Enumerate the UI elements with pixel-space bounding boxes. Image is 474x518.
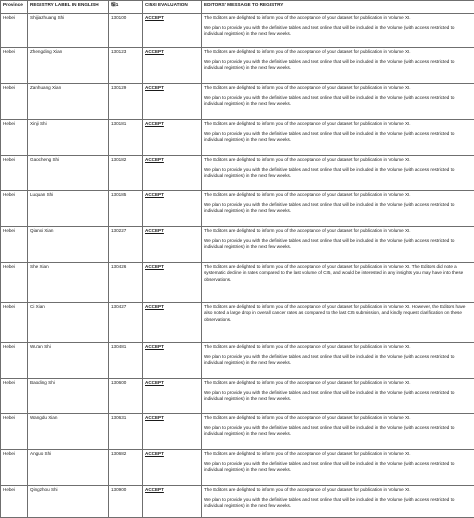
province-cell: Hebei	[1, 263, 28, 303]
evaluation-status: ACCEPT	[145, 157, 164, 162]
evaluation-status: ACCEPT	[145, 451, 164, 456]
code-cell: 130182	[109, 156, 143, 191]
message-paragraph-1: The Editors are delighted to inform you of the acceptance of your dataset for publication in Volume XI.	[204, 15, 472, 21]
header-registry-label: REGISTRY LABEL IN ENGLISH	[28, 1, 109, 14]
message-cell	[202, 263, 474, 303]
registry-label-cell: Anguo Shi	[28, 450, 109, 486]
message-paragraph-1: The Editors are delighted to inform you of the acceptance of your dataset for publication in Volume XI.	[204, 157, 472, 163]
message-cell	[202, 156, 474, 191]
registry-label-cell: Shijiazhuang Shi	[28, 14, 109, 48]
table-row	[1, 450, 474, 486]
message-paragraph-2: We plan to provide you with the definitive tables and text online that will be included in the Volume (with access restricted to individual registries) in the next few weeks.	[204, 59, 472, 72]
header-editors-message: EDITORS' MESSAGE TO REGISTRY	[202, 1, 474, 14]
message-paragraph-2: We plan to provide you with the definitive tables and text online that will be included in the Volume (with access restricted to individual registries) in the next few weeks.	[204, 131, 472, 144]
message-paragraph-1: The Editors are delighted to inform you of the acceptance of your dataset for publication in Volume XI.	[204, 415, 472, 421]
message-cell	[202, 343, 474, 379]
table-row	[1, 48, 474, 84]
message-paragraph-1: The Editors are delighted to inform you of the acceptance of your dataset for publication in Volume XI.	[204, 121, 472, 127]
message-paragraph-1: The Editors are delighted to inform you of the acceptance of your dataset for publication in Volume XI.	[204, 228, 472, 234]
registry-label-cell: Zanhuang Xian	[28, 84, 109, 120]
table-row	[1, 303, 474, 343]
registry-label-cell: Qingzhou Shi	[28, 486, 109, 518]
message-paragraph-1: The Editors are delighted to inform you of the acceptance of your dataset for publication in Volume XI.	[204, 451, 472, 457]
code-cell: 130227	[109, 227, 143, 263]
evaluation-status: ACCEPT	[145, 415, 164, 420]
province-cell: Hebei	[1, 48, 28, 84]
evaluation-status: ACCEPT	[145, 344, 164, 349]
code-cell: 130426	[109, 263, 143, 303]
code-cell: 130185	[109, 191, 143, 227]
code-cell: 130900	[109, 486, 143, 518]
table-row	[1, 191, 474, 227]
message-paragraph-1: The Editors are delighted to inform you of the acceptance of your dataset for publication in Volume XI.	[204, 192, 472, 198]
table-row	[1, 227, 474, 263]
message-paragraph-2: We plan to provide you with the definitive tables and text online that will be included in the Volume (with access restricted to individual registries) in the next few weeks.	[204, 354, 472, 367]
evaluation-cell	[143, 414, 202, 450]
message-paragraph-1: The Editors are delighted to inform you of the acceptance of your dataset for publication in Volume XI.	[204, 85, 472, 91]
evaluation-cell	[143, 379, 202, 414]
registry-label-cell: Ci Xian	[28, 303, 109, 343]
message-paragraph-2: We plan to provide you with the definitive tables and text online that will be included in the Volume (with access restricted to individual registries) in the next few weeks.	[204, 238, 472, 251]
evaluation-cell	[143, 191, 202, 227]
evaluation-cell	[143, 120, 202, 156]
evaluation-cell	[143, 303, 202, 343]
evaluation-status: ACCEPT	[145, 49, 164, 54]
message-cell	[202, 84, 474, 120]
evaluation-status: ACCEPT	[145, 85, 164, 90]
province-cell: Hebei	[1, 343, 28, 379]
evaluation-status: ACCEPT	[145, 380, 164, 385]
message-cell	[202, 379, 474, 414]
registry-label-cell: Qianxi Xian	[28, 227, 109, 263]
message-cell	[202, 191, 474, 227]
message-paragraph-1: The Editors are delighted to inform you of the acceptance of your dataset for publication in Volume XI.	[204, 487, 472, 493]
province-cell: Hebei	[1, 486, 28, 518]
evaluation-cell	[143, 263, 202, 303]
evaluation-cell	[143, 14, 202, 48]
registry-label-cell: Wangdu Xian	[28, 414, 109, 450]
registry-label-cell: Baoding Shi	[28, 379, 109, 414]
evaluation-status: ACCEPT	[145, 487, 164, 492]
province-cell: Hebei	[1, 227, 28, 263]
message-paragraph-2: We plan to provide you with the definitive tables and text online that will be included in the Volume (with access restricted to individual registries) in the next few weeks.	[204, 167, 472, 180]
message-paragraph-2: We plan to provide you with the definitive tables and text online that will be included in the Volume (with access restricted to individual registries) in the next few weeks.	[204, 25, 472, 38]
message-cell	[202, 414, 474, 450]
table-row	[1, 343, 474, 379]
message-cell	[202, 48, 474, 84]
evaluation-status: ACCEPT	[145, 304, 164, 309]
code-cell: 130181	[109, 120, 143, 156]
message-cell	[202, 14, 474, 48]
registry-label-cell: Gaocheng Shi	[28, 156, 109, 191]
registry-label-cell: Wu'an Shi	[28, 343, 109, 379]
province-cell: Hebei	[1, 414, 28, 450]
message-cell	[202, 227, 474, 263]
table-row	[1, 486, 474, 518]
message-cell	[202, 120, 474, 156]
evaluation-status: ACCEPT	[145, 15, 164, 20]
message-paragraph-2: We plan to provide you with the definitive tables and text online that will be included in the Volume (with access restricted to individual registries) in the next few weeks.	[204, 425, 472, 438]
table-row	[1, 263, 474, 303]
table-row	[1, 414, 474, 450]
registry-label-cell: Xinji Shi	[28, 120, 109, 156]
evaluation-status: ACCEPT	[145, 228, 164, 233]
evaluation-status: ACCEPT	[145, 121, 164, 126]
message-paragraph-2: We plan to provide you with the definitive tables and text online that will be included in the Volume (with access restricted to individual registries) in the next few weeks.	[204, 497, 472, 510]
code-cell: 130427	[109, 303, 143, 343]
registry-label-cell: She Xian	[28, 263, 109, 303]
message-paragraph-1: The Editors are delighted to inform you of the acceptance of your dataset for publication in Volume XI.	[204, 344, 472, 350]
province-cell: Hebei	[1, 84, 28, 120]
header-row	[1, 1, 474, 14]
message-cell	[202, 303, 474, 343]
message-paragraph-2: We plan to provide you with the definitive tables and text online that will be included in the Volume (with access restricted to individual registries) in the next few weeks.	[204, 95, 472, 108]
province-cell: Hebei	[1, 120, 28, 156]
evaluation-cell	[143, 343, 202, 379]
message-paragraph-1: The Editors are delighted to inform you of the acceptance of your dataset for publication in Volume XI.	[204, 49, 472, 55]
evaluation-cell	[143, 486, 202, 518]
province-cell: Hebei	[1, 303, 28, 343]
code-cell: 130682	[109, 450, 143, 486]
message-cell	[202, 486, 474, 518]
message-paragraph-1: The Editors are delighted to inform you of the acceptance of your dataset for publication in Volume XI.	[204, 380, 472, 386]
code-cell: 130481	[109, 343, 143, 379]
message-paragraph-1: The Editors are delighted to inform you of the acceptance of your dataset for publication in Volume XI. However, the Editors have also noted a large drop in overall cancer rates as compared to the last CI5 submission, and kindly request clarification on these observations.	[204, 304, 472, 323]
table-row	[1, 14, 474, 48]
header-code: 编1	[109, 1, 143, 14]
registry-label-cell: Zhengding Xian	[28, 48, 109, 84]
evaluation-cell	[143, 48, 202, 84]
code-cell: 130100	[109, 14, 143, 48]
message-cell	[202, 450, 474, 486]
message-paragraph-2: We plan to provide you with the definitive tables and text online that will be included in the Volume (with access restricted to individual registries) in the next few weeks.	[204, 202, 472, 215]
code-cell: 130600	[109, 379, 143, 414]
message-paragraph-2: We plan to provide you with the definitive tables and text online that will be included in the Volume (with access restricted to individual registries) in the next few weeks.	[204, 390, 472, 403]
evaluation-cell	[143, 156, 202, 191]
registry-label-cell: Luquan Shi	[28, 191, 109, 227]
header-province: Province	[1, 1, 28, 14]
evaluation-status: ACCEPT	[145, 264, 164, 269]
evaluation-cell	[143, 450, 202, 486]
province-cell: Hebei	[1, 379, 28, 414]
header-evaluation: CI5XI EVALUATION	[143, 1, 202, 14]
code-cell: 130631	[109, 414, 143, 450]
evaluation-cell	[143, 227, 202, 263]
table-row	[1, 120, 474, 156]
evaluation-cell	[143, 84, 202, 120]
province-cell: Hebei	[1, 156, 28, 191]
province-cell: Hebei	[1, 191, 28, 227]
province-cell: Hebei	[1, 14, 28, 48]
table-row	[1, 84, 474, 120]
table-row	[1, 379, 474, 414]
table-row	[1, 156, 474, 191]
code-cell: 130129	[109, 84, 143, 120]
code-cell: 130123	[109, 48, 143, 84]
province-cell: Hebei	[1, 450, 28, 486]
evaluation-status: ACCEPT	[145, 192, 164, 197]
message-paragraph-1: The Editors are delighted to inform you of the acceptance of your dataset for publication in Volume XI. The Editors did note a systematic decline in rates compared to the last volume of CI5, and would be interested in any insights you may have into these observations.	[204, 264, 472, 283]
message-paragraph-2: We plan to provide you with the definitive tables and text online that will be included in the Volume (with access restricted to individual registries) in the next few weeks.	[204, 461, 472, 474]
